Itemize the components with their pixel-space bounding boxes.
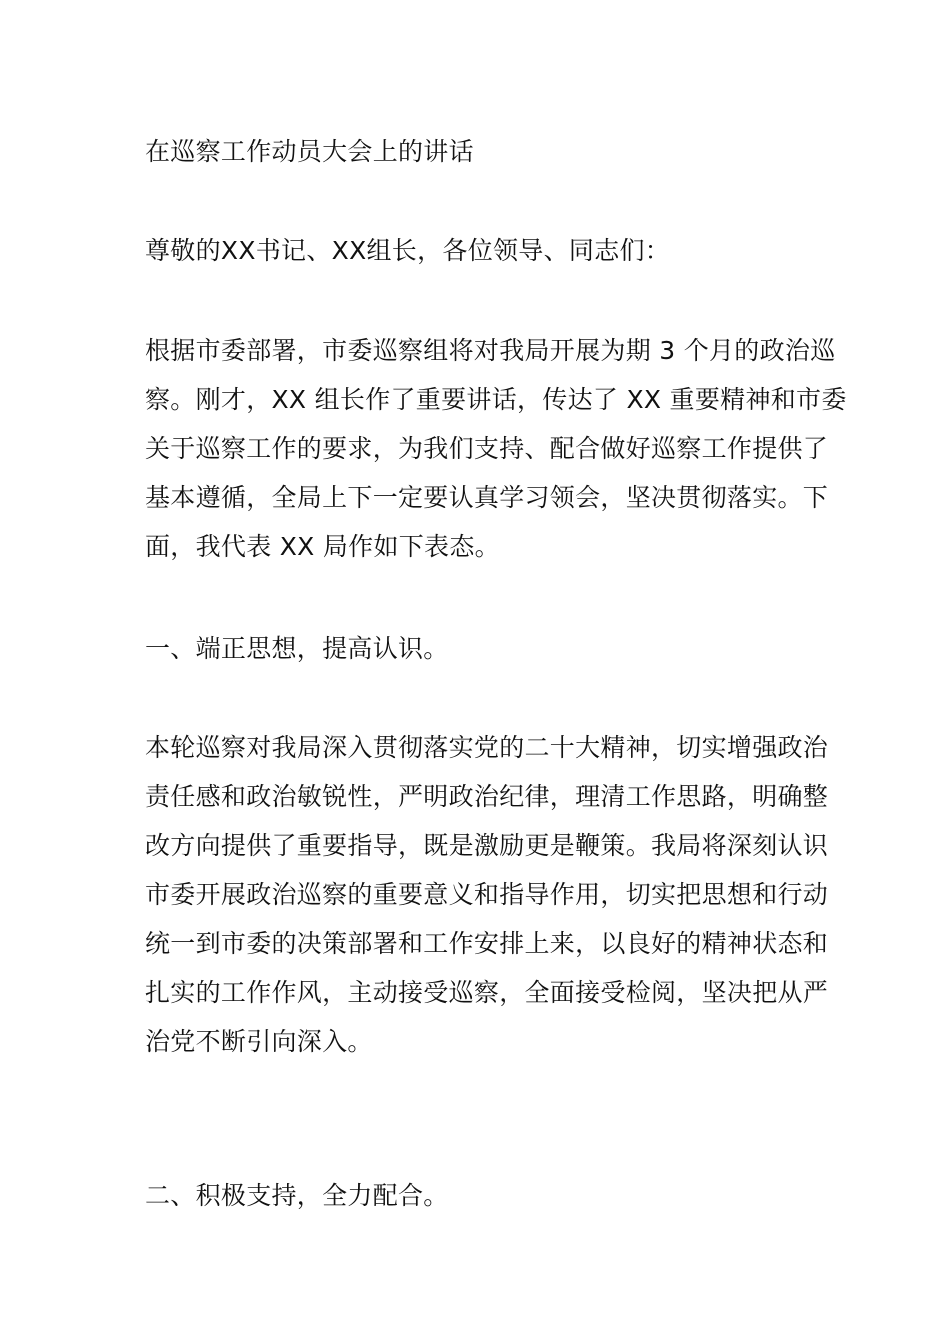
section-heading-text: 二、积极支持，全力配合。 [145, 1181, 449, 1210]
paragraph-intro [145, 326, 847, 571]
paragraph-line: 市委开展政治巡察的重要意义和指导作用，切实把思想和行动 [145, 880, 829, 909]
paragraph-line: 责任感和政治敏锐性，严明政治纪律，理清工作思路，明确整 [145, 782, 829, 811]
paragraph-line: 基本遵循，全局上下一定要认真学习领会，坚决贯彻落实。下 [145, 483, 829, 512]
paragraph-line: 察。刚才，XX 组长作了重要讲话，传达了 XX 重要精神和市委 [145, 385, 847, 414]
salutation [145, 226, 810, 275]
section-heading-text: 一、端正思想，提高认识。 [145, 634, 449, 663]
paragraph-line: 本轮巡察对我局深入贯彻落实党的二十大精神，切实增强政治 [145, 733, 829, 762]
section-heading-1 [145, 624, 810, 673]
title-text: 在巡察工作动员大会上的讲话 [145, 137, 474, 166]
paragraph-line: 扎实的工作作风，主动接受巡察，全面接受检阅，坚决把从严 [145, 978, 829, 1007]
paragraph-section-1 [145, 723, 829, 1066]
paragraph-line: 根据市委部署，市委巡察组将对我局开展为期 3 个月的政治巡 [145, 336, 836, 365]
paragraph-line: 面，我代表 XX 局作如下表态。 [145, 532, 500, 561]
paragraph-line: 治党不断引向深入。 [145, 1027, 373, 1056]
document-title [145, 127, 810, 176]
section-heading-2 [145, 1171, 810, 1220]
salutation-text: 尊敬的XX书记、XX组长，各位领导、同志们： [145, 236, 671, 265]
paragraph-line: 统一到市委的决策部署和工作安排上来，以良好的精神状态和 [145, 929, 829, 958]
paragraph-line: 改方向提供了重要指导，既是激励更是鞭策。我局将深刻认识 [145, 831, 829, 860]
paragraph-line: 关于巡察工作的要求，为我们支持、配合做好巡察工作提供了 [145, 434, 829, 463]
